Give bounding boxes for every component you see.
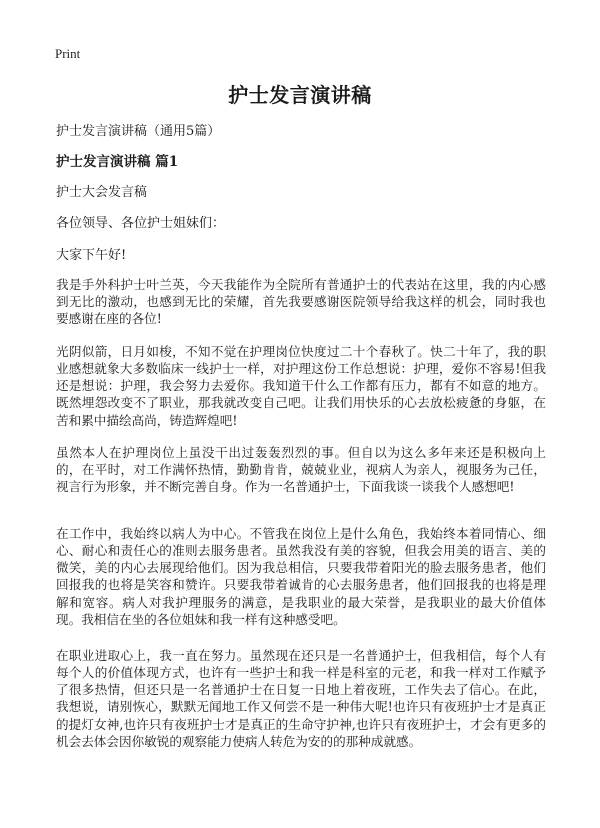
speech-title: 护士大会发言稿 [56,185,148,200]
section-heading: 护士发言演讲稿 篇1 [56,154,179,170]
paragraph: 光阴似箭，日月如梭，不知不觉在护理岗位快度过二十个春秋了。快二十年了，我的职业感想就象大多数临床一线护士一样，对护理这份工作总想说：护理，爱你不容易!但我还是想说：护理，我会努力去爱你。我知道干什么工作都有压力，都有不如意的地方。既然埋怨改变不了职业，那我就改变自己吧。让我们用快乐的心去放松疲惫的身躯，在苦和累中描绘高尚，铸造辉煌吧! [56,343,546,428]
greeting: 大家下午好! [56,248,127,263]
paragraph: 我是手外科护士叶兰英，今天我能作为全院所有普通护士的代表站在这里，我的内心感到无比的激动，也感到无比的荣耀，首先我要感谢医院领导给我这样的机会，同时我也要感谢在座的各位! [56,276,546,327]
paragraph: 在职业进取心上，我一直在努力。虽然现在还只是一名普通护士，但我相信，每个人有每个人的价值体现方式，也许有一些护士和我一样是科室的元老，和我一样对工作赋予了很多热情，但还只是一名普通护士在日复一日地上着夜班，工作失去了信心。在此，我想说，请别恢心，默默无闻地工作又何尝不是一种伟大呢!也许只有夜班护士才是真正的提灯女神,也许只有夜班护士才是真正的生命守护神,也许只有夜班护士，才会有更多的机会去体会因你敏锐的观察能力使病人转危为安的的那种成就感。 [56,647,546,750]
paragraph: 虽然本人在护理岗位上虽没干出过轰轰烈烈的事。但自以为这么多年来还是积极向上的，在平时，对工作满怀热情，勤勤肯肯，兢兢业业，视病人为亲人，视服务为己任，视言行为形象，并不断完善自身。作为一名普通护士，下面我谈一谈我个人感想吧! [56,444,546,495]
document-subtitle: 护士发言演讲稿（通用5篇） [56,124,221,139]
document-title: 护士发言演讲稿 [228,83,372,107]
paragraph: 在工作中，我始终以病人为中心。不管我在岗位上是什么角色，我始终本着同情心、细心、耐心和责任心的准则去服务患者。虽然我没有美的容貌，但我会用美的语言、美的微笑，美的内心去展现给他们。因为我总相信，只要我带着阳光的脸去服务患者，他们回报我的也将是笑容和赞许。只要我带着诚肯的心去服务患者，他们回报我的也将是理解和宽容。病人对我护理服务的满意，是我职业的最大荣誉，是我职业的最大价值体现。我相信在坐的各位姐妹和我一样有这种感受吧。 [56,525,546,628]
print-link[interactable]: Print [55,46,81,61]
salutation: 各位领导、各位护士姐妹们： [56,216,226,231]
